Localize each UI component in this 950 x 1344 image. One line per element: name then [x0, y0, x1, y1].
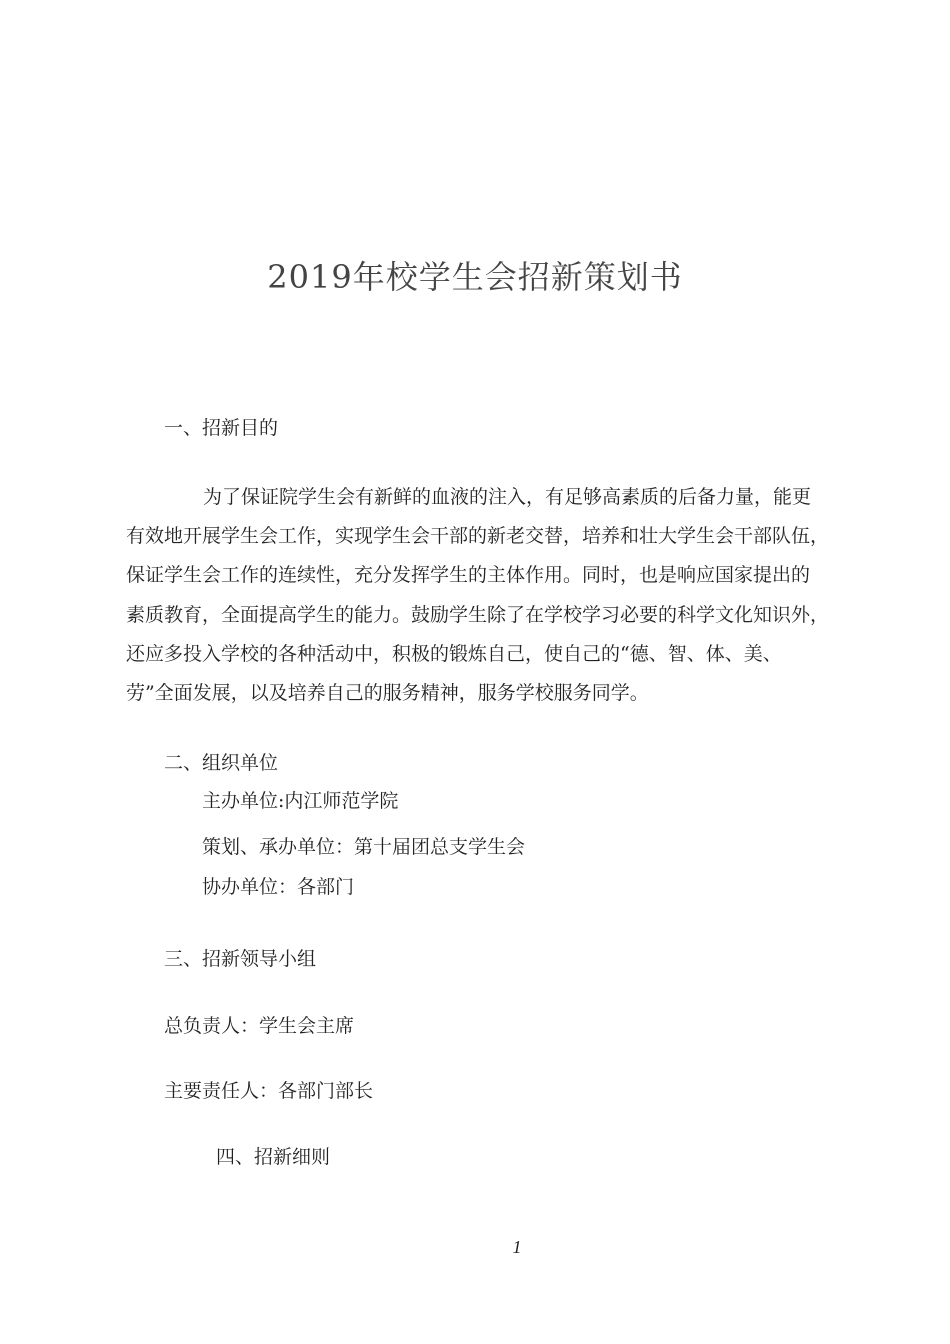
host-unit: 主办单位:内江师范学院	[202, 790, 399, 812]
paragraph-line: 还应多投入学校的各种活动中，积极的锻炼自己，使自己的“德、智、体、美、	[126, 642, 782, 665]
purpose-paragraph	[126, 478, 830, 713]
paragraph-line: 有效地开展学生会工作，实现学生会干部的新老交替，培养和壮大学生会干部队伍，	[126, 525, 830, 548]
paragraph-line: 为了保证院学生会有新鲜的血液的注入，有足够高素质的后备力量，能更	[203, 486, 812, 508]
section-heading-rules: 四、招新细则	[216, 1146, 331, 1168]
chief-responsible: 总负责人：学生会主席	[164, 1015, 355, 1037]
document-title: 2019年校学生会招新策划书	[267, 258, 683, 296]
main-responsible: 主要责任人：各部门部长	[164, 1080, 374, 1102]
section-heading-organizers: 二、组织单位	[164, 752, 279, 774]
page-number: 1	[512, 1237, 522, 1257]
co-organizer-unit: 协办单位：各部门	[202, 876, 355, 898]
section-heading-leadership: 三、招新领导小组	[164, 948, 317, 970]
paragraph-line: 保证学生会工作的连续性，充分发挥学生的主体作用。同时，也是响应国家提出的	[126, 564, 811, 587]
section-heading-purpose: 一、招新目的	[164, 417, 279, 439]
paragraph-line: 素质教育，全面提高学生的能力。鼓励学生除了在学校学习必要的科学文化知识外，	[126, 603, 830, 626]
paragraph-line: 劳”全面发展，以及培养自己的服务精神，服务学校服务同学。	[126, 681, 649, 704]
organizer-unit: 策划、承办单位：第十届团总支学生会	[202, 836, 526, 858]
